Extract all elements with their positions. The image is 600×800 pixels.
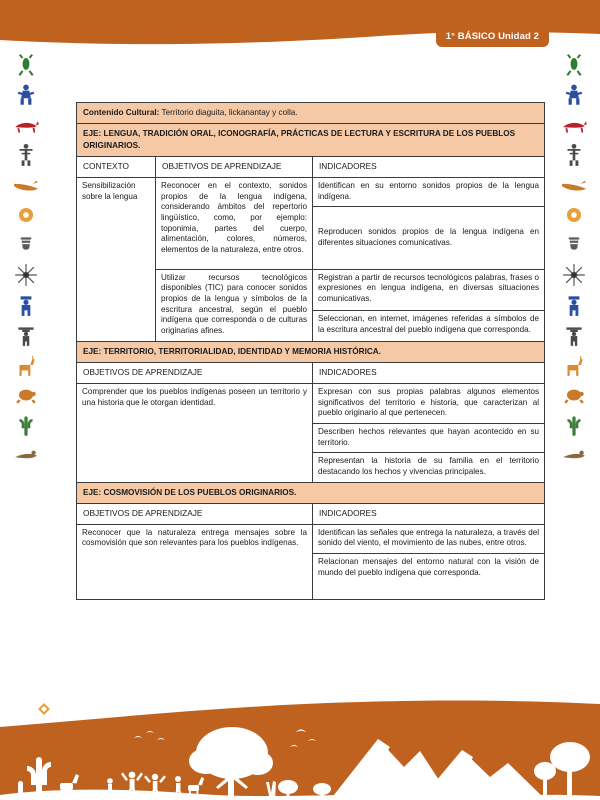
eje-heading-1: EJE: LENGUA, TRADICIÓN ORAL, ICONOGRAFÍA, PRÁCTICAS DE LECTURA Y ESCRITURA DE LOS PUEBLOS ORIGINARIOS. (77, 124, 545, 157)
table-row-column-headers-1 (77, 156, 545, 177)
column-header-objetivos-1: OBJETIVOS DE APRENDIZAJE (156, 156, 313, 177)
figure-blue-2-pictograph-icon (561, 292, 587, 318)
vessel-pictograph-icon (13, 232, 39, 258)
column-header-indicadores-2: INDICADORES (313, 362, 545, 383)
vessel-pictograph-icon (561, 232, 587, 258)
indicador-cell-s2-3: Representan la historia de su familia en el territorio destacando los hechos y vivencias principales. (313, 453, 545, 482)
indicador-cell-s1-2: Reproducen sonidos propios de la lengua indígena en diferentes situaciones comunicativas. (313, 207, 545, 269)
shaman-pictograph-icon (13, 322, 39, 348)
column-header-objetivos-3: OBJETIVOS DE APRENDIZAJE (77, 503, 313, 524)
table-row-s2-ind1 (77, 383, 545, 423)
fox-red-pictograph-icon (13, 112, 39, 138)
table-row-eje-2 (77, 341, 545, 362)
column-header-contexto: CONTEXTO (77, 156, 156, 177)
objetivo-cell-s1-oa2: Utilizar recursos tecnológicos disponibles (TIC) para conocer sonidos propios de la lengua y símbolos de la escritura ancestral, según el pueblo indígena que corresponda o de culturas originarias afines. (156, 269, 313, 341)
figure-blue-2-pictograph-icon (13, 292, 39, 318)
contenido-cultural-label: Contenido Cultural: (83, 108, 160, 117)
person-staff-pictograph-icon (561, 142, 587, 168)
eje-heading-3: EJE: COSMOVISIÓN DE LOS PUEBLOS ORIGINARIOS. (77, 482, 545, 503)
turtle-pictograph-icon (13, 382, 39, 408)
indicador-cell-s3-2: Relacionan mensajes del entorno natural con la visión de mundo del pueblo indígena que corresponda. (313, 554, 545, 600)
indicador-cell-s2-2: Describen hechos relevantes que hayan acontecido en su territorio. (313, 423, 545, 452)
table-row-column-headers-2 (77, 362, 545, 383)
frog-pictograph-icon (561, 52, 587, 78)
column-header-objetivos-2: OBJETIVOS DE APRENDIZAJE (77, 362, 313, 383)
bird-pictograph-icon (561, 442, 587, 468)
canoe-pictograph-icon (13, 172, 39, 198)
column-header-indicadores-1: INDICADORES (313, 156, 545, 177)
llama-pictograph-icon (561, 352, 587, 378)
fox-red-pictograph-icon (561, 112, 587, 138)
objetivo-cell-s1-oa1: Reconocer en el contexto, sonidos propios de la lengua indígena, considerando ámbitos del repertorio lingüístico, como, por ejemplo: toponimia, partes del cuerpo, alimentación, colores, números, elementos de la naturaleza, entre otros. (156, 177, 313, 269)
frog-pictograph-icon (13, 52, 39, 78)
unit-badge: 1° BÁSICO Unidad 2 (436, 27, 549, 47)
cactus-pictograph-icon (13, 412, 39, 438)
figure-blue-pictograph-icon (561, 82, 587, 108)
sun-circle-pictograph-icon (13, 202, 39, 228)
indicador-cell-s1-1: Identifican en su entorno sonidos propios de la lengua indígena. (313, 177, 545, 206)
indicador-cell-s2-1: Expresan con sus propias palabras algunos elementos significativos del territorio e historia, que caracterizan al pueblo originario al que pertenecen. (313, 383, 545, 423)
table-row-column-headers-3 (77, 503, 545, 524)
objetivo-cell-s2-oa1: Comprender que los pueblos indígenas poseen un territorio y una historia que le otorgan identidad. (77, 383, 313, 482)
objetivo-cell-s3-oa1: Reconocer que la naturaleza entrega mensajes sobre la cosmovisión que son relevantes para los pueblos indígenas. (77, 524, 313, 599)
shaman-pictograph-icon (561, 322, 587, 348)
llama-pictograph-icon (13, 352, 39, 378)
curriculum-table (76, 102, 545, 600)
indicador-cell-s3-1: Identifican las señales que entrega la naturaleza, a través del sonido del viento, el movimiento de las nubes, entre otros. (313, 524, 545, 553)
starburst-pictograph-icon (561, 262, 587, 288)
figure-blue-pictograph-icon (13, 82, 39, 108)
table-row-s3-ind1 (77, 524, 545, 553)
left-decorative-border (3, 52, 49, 742)
contenido-cultural-value: Territorio diaguita, lickanantay y colla. (159, 108, 298, 117)
person-staff-pictograph-icon (13, 142, 39, 168)
column-header-indicadores-3: INDICADORES (313, 503, 545, 524)
table-row-s1-oa1-ind1 (77, 177, 545, 206)
canoe-pictograph-icon (561, 172, 587, 198)
turtle-pictograph-icon (561, 382, 587, 408)
table-row-eje-3 (77, 482, 545, 503)
bird-pictograph-icon (13, 442, 39, 468)
footer-landscape-silhouette (0, 695, 600, 800)
sun-circle-pictograph-icon (561, 202, 587, 228)
contenido-cultural-cell (77, 103, 545, 124)
cactus-pictograph-icon (561, 412, 587, 438)
indicador-cell-s1-4: Seleccionan, en internet, imágenes referidas a símbolos de la escritura ancestral del pueblo indígena que corresponda. (313, 311, 545, 341)
indicador-cell-s1-3: Registran a partir de recursos tecnológicos palabras, frases o expresiones en lengua indígena, en diversas situaciones comunicativas. (313, 269, 545, 311)
eje-heading-2: EJE: TERRITORIO, TERRITORIALIDAD, IDENTIDAD Y MEMORIA HISTÓRICA. (77, 341, 545, 362)
contexto-cell: Sensibilización sobre la lengua (77, 177, 156, 341)
right-decorative-border (551, 52, 597, 742)
table-row-contenido-cultural (77, 103, 545, 124)
table-row-eje-1 (77, 124, 545, 157)
starburst-pictograph-icon (13, 262, 39, 288)
